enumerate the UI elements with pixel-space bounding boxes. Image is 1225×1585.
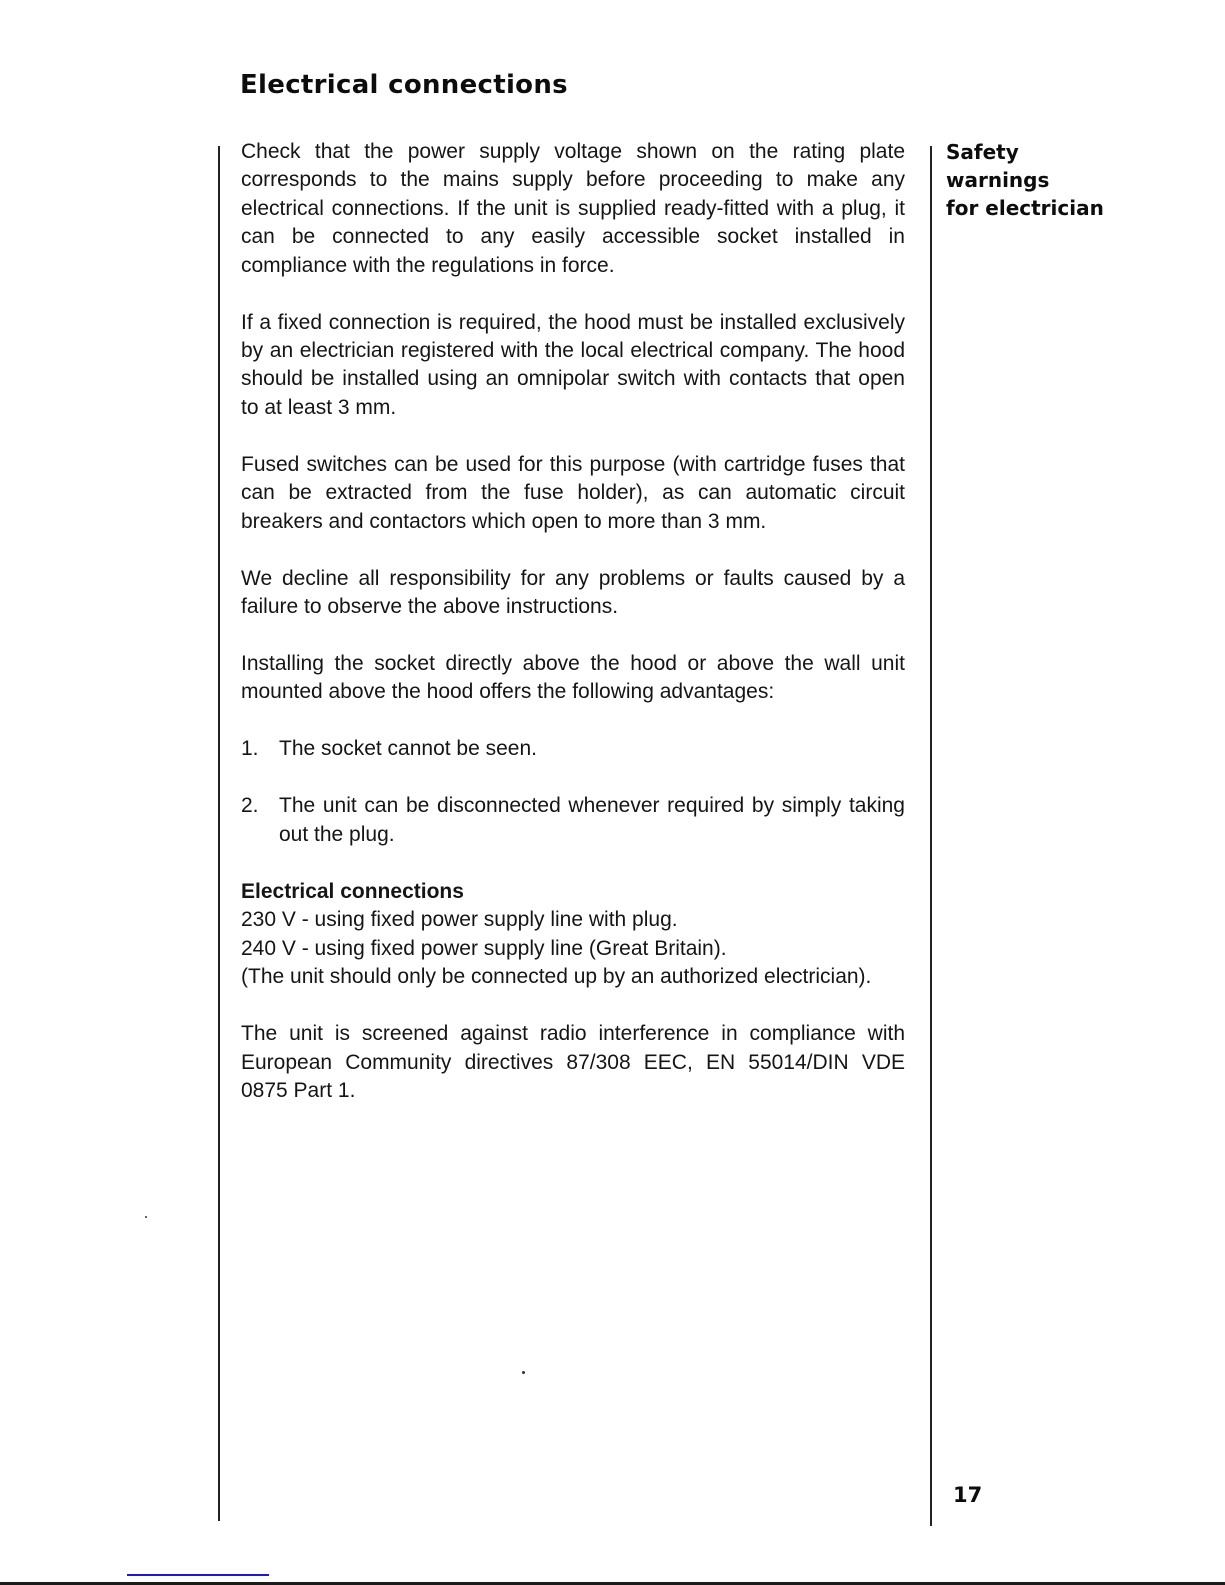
page-number: 17 — [953, 1483, 983, 1507]
paragraph-fixed-connection: If a fixed connection is required, the hood must be installed exclusively by an electrician registered with the local electrical company. The hood should be installed using an omnipolar switch with contacts that open to at least 3 mm. — [241, 310, 905, 419]
scan-speck — [145, 1216, 147, 1218]
right-margin-rule — [930, 146, 932, 1526]
page-title: Electrical connections — [240, 70, 568, 100]
side-heading-line: warnings — [946, 168, 1050, 192]
paragraph-fused-switches: Fused switches can be used for this purpose (with cartridge fuses that can be extracted from the fuse holder), as can automatic circuit breakers and contactors which open to more than 3 mm. — [241, 452, 905, 533]
link-underline — [127, 1574, 269, 1576]
paragraph-disclaimer: We decline all responsibility for any problems or faults caused by a failure to observe the above instructions. — [241, 566, 905, 619]
paragraph-voltage-check: Check that the power supply voltage shown on the rating plate corresponds to the mains supply before proceeding to make any electrical connections. If the unit is supplied ready-fitted with a plug, it can be connected to any easily accessible socket installed in compliance with the regulations in force. — [241, 140, 905, 277]
left-margin-rule — [218, 146, 220, 1521]
connections-section — [241, 878, 905, 992]
scan-speck — [522, 1371, 525, 1374]
list-item — [241, 792, 905, 849]
side-heading-line: Safety — [946, 140, 1019, 164]
list-number: 1. — [241, 737, 259, 761]
list-text: The unit can be disconnected whenever required by simply taking out the plug. — [279, 794, 905, 846]
connection-note: (The unit should only be connected up by an authorized electrician). — [241, 965, 872, 989]
list-number: 2. — [241, 794, 259, 818]
paragraph-socket-advantages: Installing the socket directly above the hood or above the wall unit mounted above the hood offers the following advantages: — [241, 652, 905, 704]
paragraph-radio-interference: The unit is screened against radio interference in compliance with European Community directives 87/308 EEC, EN 55014/DIN VDE 0875 Part 1. — [241, 1022, 905, 1102]
body-column — [241, 138, 905, 1134]
side-heading-line: for electrician — [946, 196, 1104, 220]
list-text: The socket cannot be seen. — [279, 737, 537, 761]
list-item — [241, 735, 905, 763]
section-heading: Electrical connections — [241, 879, 464, 903]
side-heading — [946, 138, 1166, 222]
connection-line-240v: 240 V - using fixed power supply line (Great Britain). — [241, 936, 727, 960]
connection-line-230v: 230 V - using fixed power supply line with plug. — [241, 908, 678, 932]
